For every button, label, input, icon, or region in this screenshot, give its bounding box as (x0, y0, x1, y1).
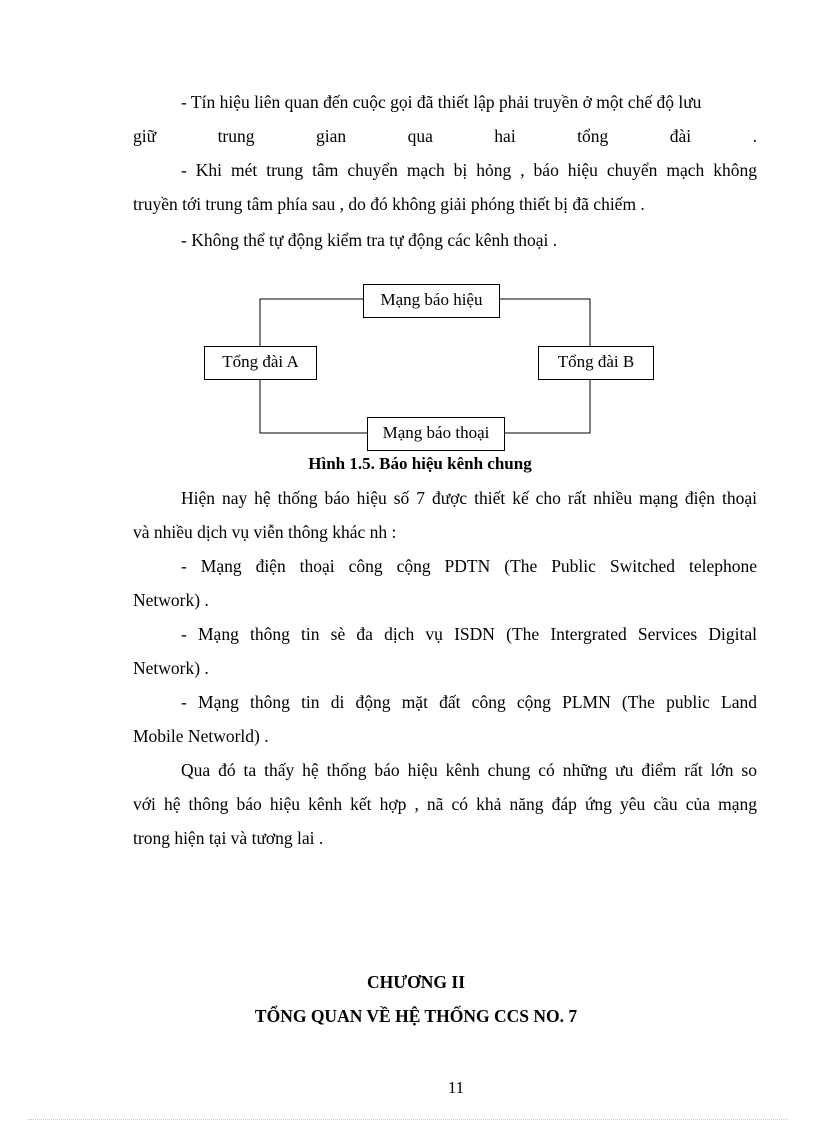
paragraph-5-line-2: Network) . (133, 590, 209, 610)
paragraph-7-line-2: Mobile Networld) . (133, 726, 269, 746)
paragraph-5-line-1: - Mạng điện thoại công cộng PDTN (The Public Switched telephone (181, 556, 757, 576)
page-number: 11 (447, 1078, 465, 1097)
connector-signaling-to-b (499, 299, 590, 346)
word: trung (217, 126, 255, 146)
paragraph-8-line-3: trong hiện tại và tương lai . (133, 828, 324, 848)
exchange-b-box (538, 346, 654, 380)
paragraph-6-line-2: Network) . (133, 658, 209, 678)
connector-b-to-voice (504, 380, 590, 433)
paragraph-4-line-2: và nhiều dịch vụ viễn thông khác nh : (133, 522, 397, 542)
chapter-number: CHƯƠNG II (366, 972, 466, 992)
paragraph-3-line-1: - Không thể tự động kiểm tra tự động các kênh thoại . (181, 230, 558, 250)
signaling-network-label: Mạng báo hiệu (380, 290, 483, 309)
word: hai (494, 126, 516, 146)
voice-network-label: Mạng báo thoại (382, 423, 490, 442)
paragraph-8-line-1: Qua đó ta thấy hệ thống báo hiệu kênh chung có những ưu điểm rất lớn so (181, 760, 757, 780)
word: giữ (133, 126, 157, 146)
chapter-title: TỔNG QUAN VỀ HỆ THỐNG CCS NO. 7 (254, 1006, 578, 1026)
paragraph-6-line-1: - Mạng thông tin sè đa dịch vụ ISDN (The Intergrated Services Digital (181, 624, 757, 644)
figure-caption: Hình 1.5. Báo hiệu kênh chung (308, 454, 532, 473)
word: . (752, 126, 757, 146)
exchange-a-label: Tổng đài A (222, 352, 299, 371)
paragraph-1-line-2 (133, 124, 757, 148)
word: qua (407, 126, 433, 146)
paragraph-1-line-1: - Tín hiệu liên quan đến cuộc gọi đã thiết lập phải truyền ở một chế độ lưu (181, 92, 702, 112)
paragraph-8-line-2: với hệ thông báo hiệu kênh kết hợp , nã có khả năng đáp ứng yêu cầu của mạng (133, 794, 757, 814)
connector-a-to-voice (260, 380, 367, 433)
exchange-b-label: Tổng đài B (557, 352, 635, 371)
voice-network-box (367, 417, 505, 451)
paragraph-2-line-1: - Khi mét trung tâm chuyển mạch bị hỏng , báo hiệu chuyển mạch không (181, 160, 757, 180)
signaling-network-box (363, 284, 500, 318)
word: gian (315, 126, 347, 146)
paragraph-4-line-1: Hiện nay hệ thống báo hiệu số 7 được thiết kế cho rất nhiều mạng điện thoại (181, 488, 757, 508)
paragraph-2-line-2: truyền tới trung tâm phía sau , do đó không giải phóng thiết bị đã chiếm . (133, 194, 645, 214)
connector-signaling-to-a (260, 299, 363, 346)
exchange-a-box (204, 346, 317, 380)
word: tổng (577, 126, 609, 146)
word: đài (669, 126, 692, 146)
footer-divider (28, 1119, 788, 1120)
paragraph-7-line-1: - Mạng thông tin di động mặt đất công cộng PLMN (The public Land (181, 692, 757, 712)
